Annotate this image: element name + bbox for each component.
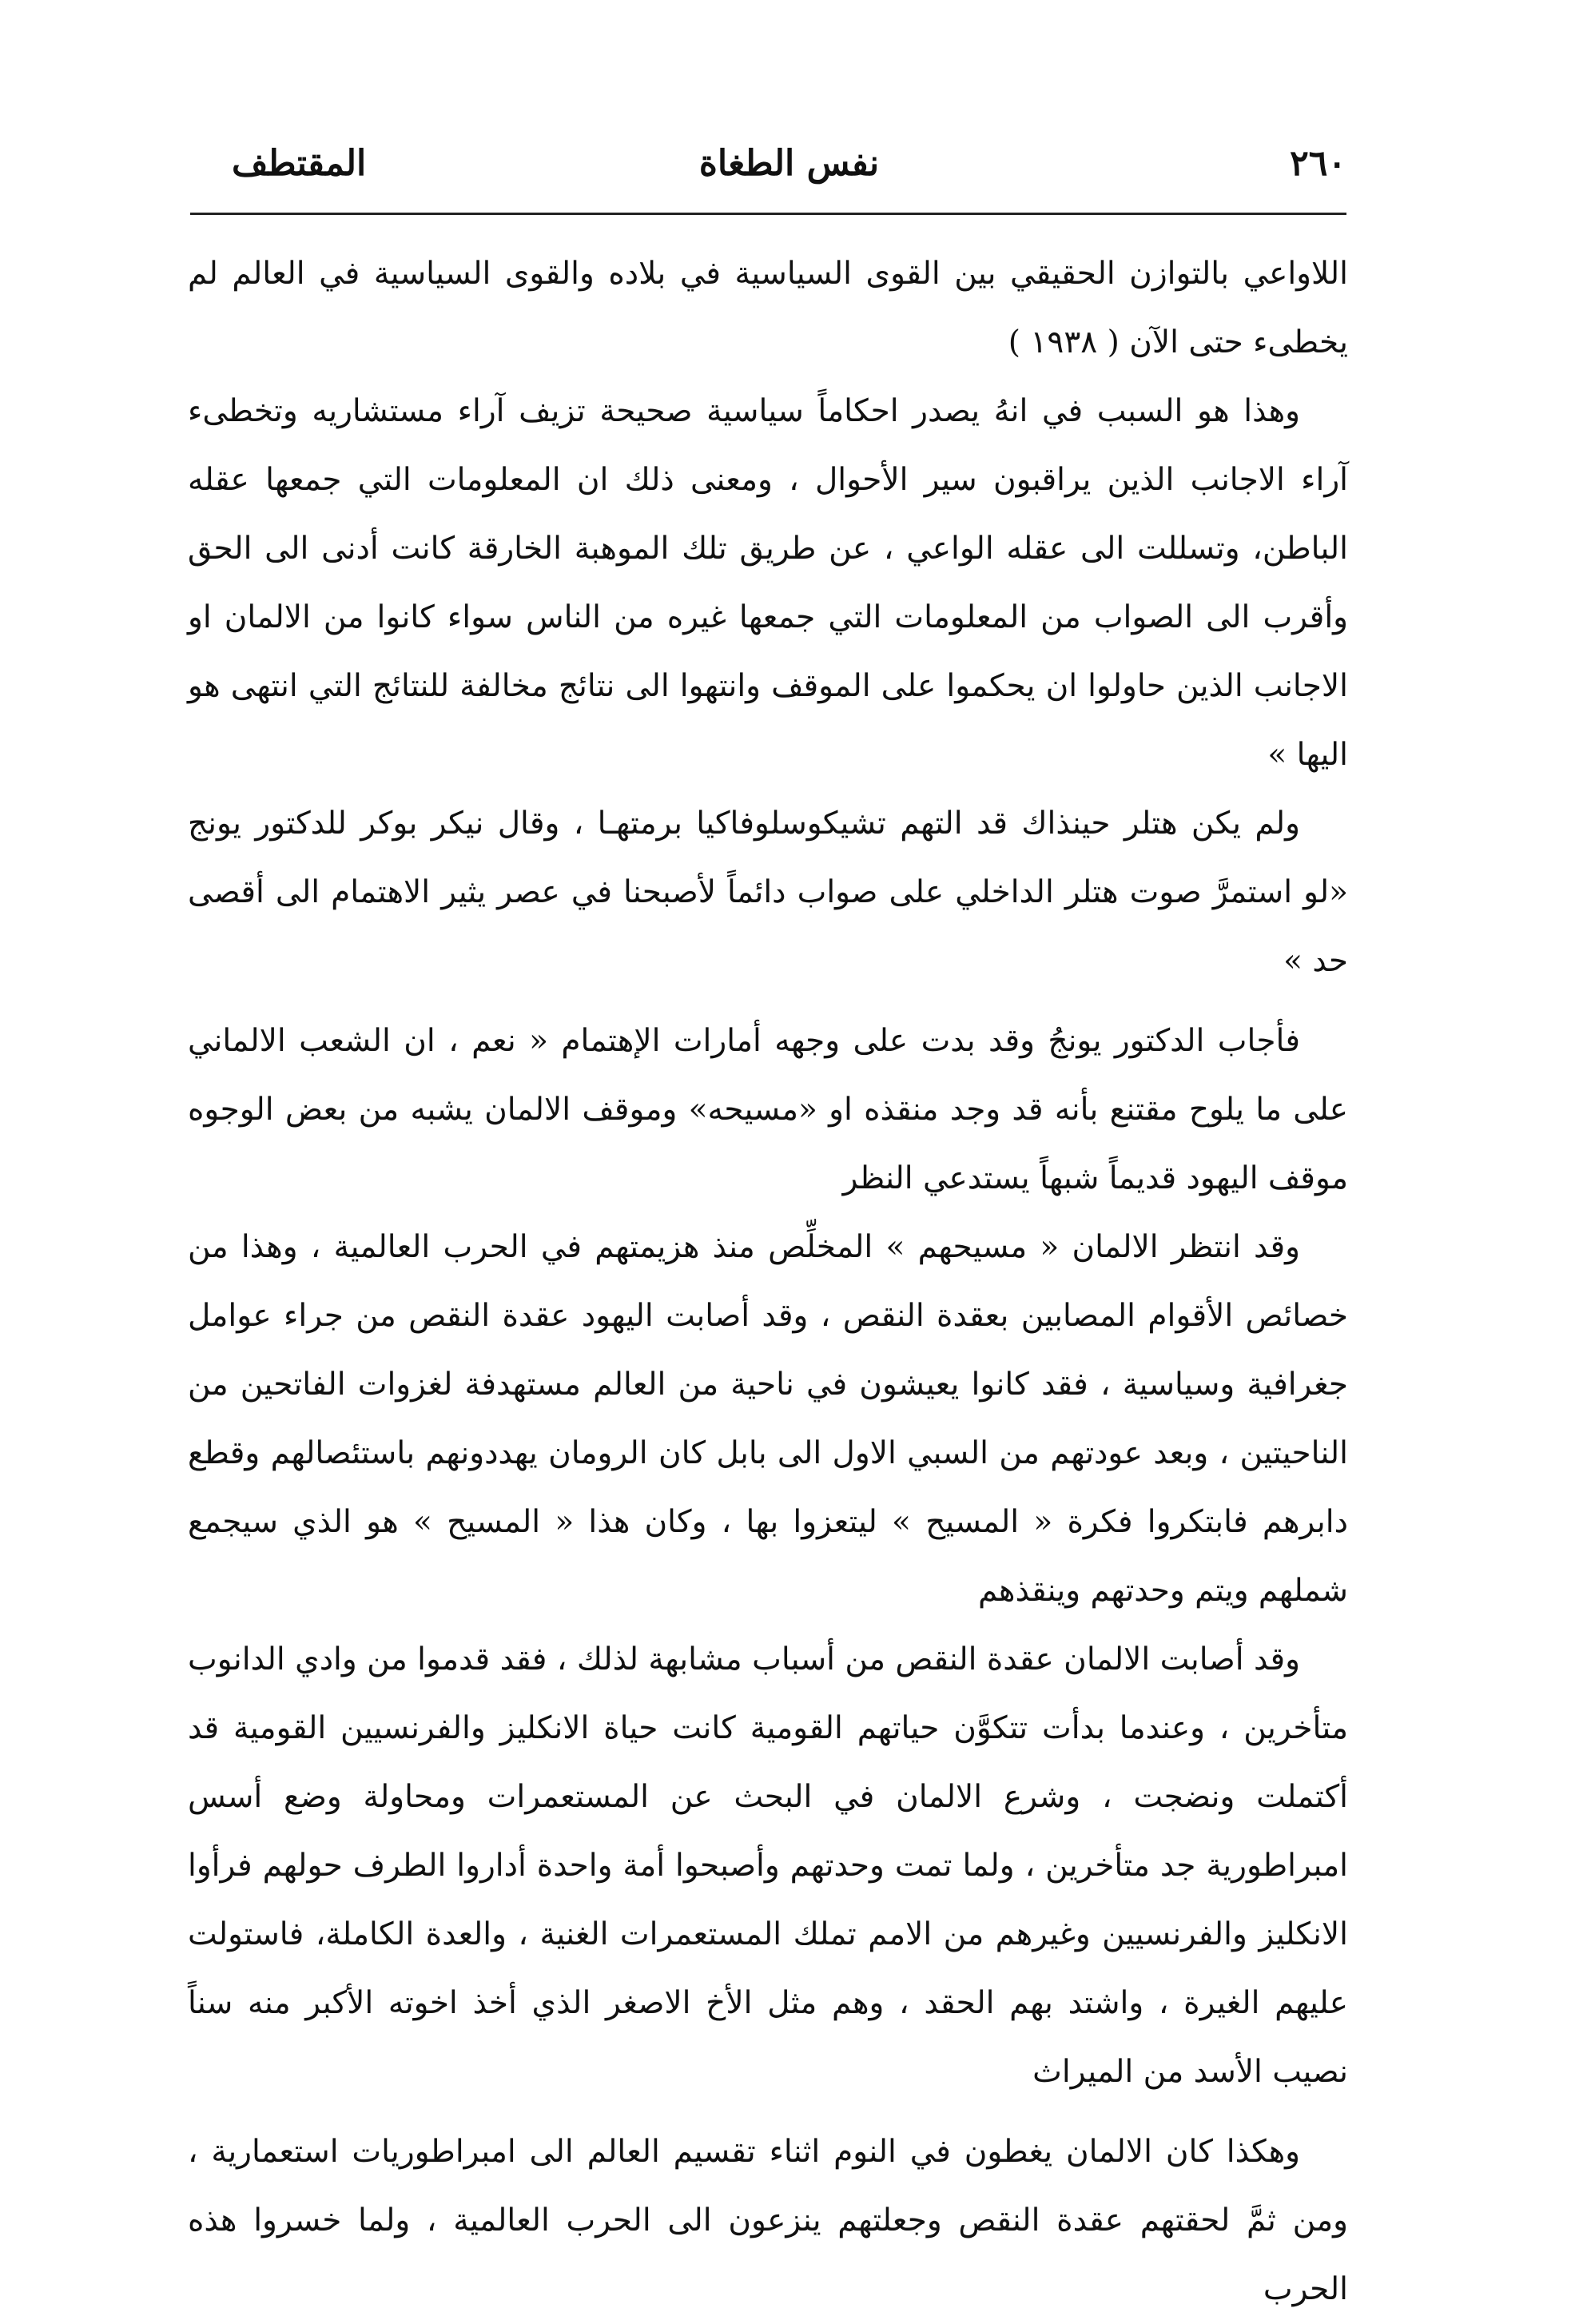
paragraph: ولم يكن هتلر حينذاك قد التهم تشيكوسلوفاكيا برمتهـا ، وقال نيكر بوكر للدكتور يونج «لو استمرَّ صوت هتلر الداخلي على صواب دائماً لأصبحنا في عصر يثير الاهتمام الى أقصى حد » — [188, 806, 1348, 979]
journal-name: المقتطف — [232, 143, 367, 184]
paragraph: وقد انتظر الالمان « مسيحهم » المخلِّص منذ هزيمتهم في الحرب العالمية ، وهذا من خصائص الأقوام المصابين بعقدة النقص ، وقد أصابت اليهود عقدة النقص من جراء عوامل جغرافية وسياسية ، فقد كانوا يعيشون في ناحية من العالم مستهدفة لغزوات الفاتحين من الناحيتين ، وبعد عودتهم من السبي الاول الى بابل كان الرومان يهددونهم باستئصالهم وقطع دابرهم فابتكروا فكرة « المسيح » ليتعزوا بها ، وكان هذا « المسيح » هو الذي سيجمع شملهم ويتم وحدتهم وينقذهم — [188, 1229, 1348, 1609]
paragraph: وهذا هو السبب في انهُ يصدر احكاماً سياسية صحيحة تزيف آراء مستشاريه وتخطىء آراء الاجانب الذين يراقبون سير الأحوال ، ومعنى ذلك ان المعلومات التي جمعها عقله الباطن، وتسللت الى عقله الواعي ، عن طريق تلك الموهبة الخارقة كانت أدنى الى الحق وأقرب الى الصواب من المعلومات التي جمعها غيره من الناس سواء كانوا من الالمان او الاجانب الذين حاولوا ان يحكموا على الموقف وانتهوا الى نتائج مخالفة للنتائج التي انتهى هو اليها » — [188, 393, 1348, 773]
paragraph: وهكذا كان الالمان يغطون في النوم اثناء تقسيم العالم الى امبراطوريات استعمارية ، ومن ثمَّ لحقتهم عقدة النقص وجعلتهم ينزعون الى الحرب العالمية ، ولما خسروا هذه الحرب — [188, 2134, 1348, 2307]
header-rule — [190, 213, 1346, 215]
body-text — [188, 240, 1348, 2324]
article-title: نفس الطغاة — [698, 143, 880, 184]
running-header — [232, 140, 1346, 204]
page-number: ٢٦٠ — [1290, 143, 1346, 184]
paragraph: فأجاب الدكتور يونجُ وقد بدت على وجهه أمارات الإهتمام « نعم ، ان الشعب الالماني على ما يلوح مقتنع بأنه قد وجد منقذه او «مسيحه» وموقف الالمان يشبه من بعض الوجوه موقف اليهود قديماً شبهاً يستدعي النظر — [188, 1023, 1348, 1196]
paragraph: اللاواعي بالتوازن الحقيقي بين القوى السياسية في بلاده والقوى السياسية في العالم لم يخطىء حتى الآن ( ١٩٣٨ ) — [188, 256, 1348, 360]
paragraph: وقد أصابت الالمان عقدة النقص من أسباب مشابهة لذلك ، فقد قدموا من وادي الدانوب متأخرين ، وعندما بدأت تتكوَّن حياتهم القومية كانت حياة الانكليز والفرنسيين القومية قد أكتملت ونضجت ، وشرع الالمان في البحث عن المستعمرات ومحاولة وضع أسس امبراطورية جد متأخرين ، ولما تمت وحدتهم وأصبحوا أمة واحدة أداروا الطرف حولهم فرأوا الانكليز والفرنسيين وغيرهم من الامم تملك المستعمرات الغنية ، والعدة الكاملة، فاستولت عليهم الغيرة ، واشتد بهم الحقد ، وهم مثل الأخ الاصغر الذي أخذ اخوته الأكبر منه سناً نصيب الأسد من الميراث — [188, 1642, 1348, 2090]
